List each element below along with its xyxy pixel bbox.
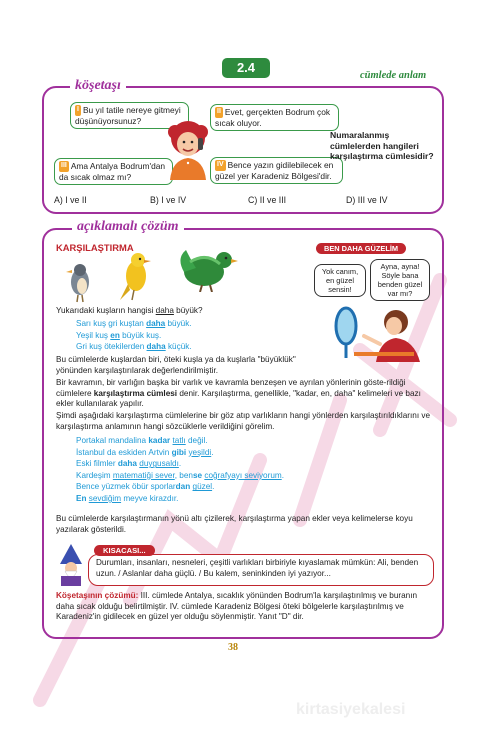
text-run: . bbox=[281, 470, 284, 480]
text-run: büyük? bbox=[173, 306, 203, 315]
summary-label: KISACASI... bbox=[94, 545, 155, 556]
text-run: daha bbox=[146, 319, 166, 328]
text-run: en bbox=[110, 330, 120, 340]
woman-phone-illustration bbox=[160, 118, 216, 180]
text-run: se bbox=[192, 470, 203, 480]
brand-watermark: kirtasiyekalesi bbox=[296, 701, 406, 718]
example-line bbox=[76, 330, 306, 342]
text-run: denir. Karşılaştırma, genellikle, "kadar, en, daha" kelimeleri ve bazı ekler kullanılarak yapılır. bbox=[56, 388, 421, 408]
text-run: Eski filmler bbox=[76, 459, 118, 469]
paragraph-2 bbox=[56, 378, 434, 410]
text-run: Yukarıdaki kuşların hangisi bbox=[56, 306, 156, 315]
text-run: büyük. bbox=[165, 319, 192, 328]
text-run: Kardeşim bbox=[76, 470, 113, 480]
bubble-text: Bu yıl tatile nereye gitmeyi düşünüyorsunuz? bbox=[75, 105, 181, 126]
text-run: küçük. bbox=[165, 342, 192, 352]
text-run: matematiği sever bbox=[112, 470, 175, 480]
text-run: Yeşil kuş bbox=[76, 330, 111, 340]
text-run: duygusaldı bbox=[139, 459, 179, 469]
bubble-text: Ama Antalya Bodrum'dan da sıcak olmaz mı? bbox=[59, 161, 166, 182]
wizard-icon bbox=[56, 544, 86, 586]
bubble-text: Evet, gerçekten Bodrum çok sıcak oluyor. bbox=[215, 107, 331, 128]
topic-label: cümlede anlam bbox=[360, 70, 427, 81]
example-line bbox=[76, 318, 306, 330]
mirror-queen-illustration bbox=[324, 300, 432, 362]
text-run: daha bbox=[117, 459, 137, 469]
text-run: . bbox=[211, 447, 214, 457]
text-run: . bbox=[178, 459, 182, 469]
paragraph-1: Bu cümlelerde kuşlardan biri, öteki kuşla ya da kuşlarla "büyüklük" yönünden karşılaştırılarak değerlendirilmiştir. bbox=[56, 355, 296, 375]
numeral-badge: III bbox=[59, 161, 69, 172]
ben-daha-guzelim-badge: BEN DAHA GÜZELİM bbox=[316, 243, 406, 254]
text-run: yeşildi bbox=[188, 447, 212, 457]
paragraph-4: Bu cümlelerde karşılaştırmanın yönü altı çizilerek, karşılaştırma yapan ekler veya kelimelerse koyu yazılarak gösterildi. bbox=[56, 514, 413, 534]
example-line bbox=[76, 458, 416, 470]
example-line bbox=[76, 447, 416, 459]
summary-text: Durumları, insanları, nesneleri, çeşitli varlıkları birbiriyle kıyaslamak mümkün: Ali, benden uzun. / Aslanlar daha güçlü. / Bu kalem, seninkinden iyi yazıyor... bbox=[96, 558, 419, 578]
text-run: coğrafyayı seviyorum bbox=[204, 470, 282, 480]
numeral-badge: IV bbox=[215, 160, 226, 171]
answer-label: Köşetaşının çözümü: bbox=[56, 591, 139, 600]
speech-bubble-4 bbox=[210, 157, 343, 184]
option-a[interactable]: A) I ve II bbox=[54, 195, 87, 205]
text-run: İstanbul da eskiden Artvin bbox=[76, 447, 172, 457]
speech-bubble-2 bbox=[210, 104, 339, 131]
numeral-badge: II bbox=[215, 107, 223, 118]
page-number: 38 bbox=[228, 642, 238, 653]
option-b[interactable]: B) I ve IV bbox=[150, 195, 187, 205]
text-run: daha bbox=[146, 342, 166, 352]
paragraph-3: Şimdi aşağıdaki karşılaştırma cümlelerine bir göz atıp varlıkların hangi yönlerden karşılaştırıldıklarını ve karşılaştırma anlamının hangi sözcüklerle verildiğini görelim. bbox=[56, 411, 431, 431]
question-line bbox=[56, 306, 203, 317]
example-line bbox=[76, 435, 416, 447]
text-run: tatlı bbox=[172, 436, 186, 445]
question-prompt: Numaralanmış cümlelerden hangileri karşılaştırma cümlesidir? bbox=[330, 130, 434, 162]
bird-examples bbox=[76, 318, 306, 353]
question-label: köşetaşı bbox=[70, 78, 126, 94]
speech-bubble-3 bbox=[54, 158, 173, 185]
text-run: Portakal mandalina bbox=[76, 436, 149, 445]
text-run: . bbox=[212, 482, 215, 492]
text-run: daha bbox=[155, 306, 174, 315]
text-run: Bir kavramın, bir varlığın başka bir varlık ve kavramla benzeşen ve ayrılan yönlerinin göste-rildiği cümlelere bbox=[56, 378, 406, 398]
mirror-speech-bubble: Yok canım, en güzel sensin! bbox=[314, 264, 366, 297]
section-number-tab: 2.4 bbox=[222, 58, 270, 78]
text-run: Sarı kuş gri kuştan bbox=[76, 319, 147, 328]
section-heading: KARŞILAŞTIRMA bbox=[56, 242, 134, 253]
example-line bbox=[76, 493, 416, 505]
example-line bbox=[76, 470, 416, 482]
text-run: kadar bbox=[148, 436, 171, 445]
answer-text: III. cümlede Antalya, sıcaklık yönünden Bodrum'la karşılaştırılmış ve buranın daha sıcak olduğu belirtilmiştir. IV. cümlede Karadeniz Bölgesi öteki bölgelerle karşılaştırılmış ve Karadeniz'in gidilecek en güzel yer olduğu söylenmiştir. Yanıt "D" dir. bbox=[56, 591, 418, 621]
text-run: En bbox=[76, 493, 87, 503]
text-run: , ben bbox=[174, 470, 193, 480]
gray-bird-icon bbox=[62, 262, 96, 304]
text-run: dan bbox=[175, 482, 191, 492]
text-run: güzel bbox=[192, 482, 213, 492]
text-run: Gri kuş ötekilerden bbox=[76, 342, 147, 352]
text-run: karşılaştırma cümlesi bbox=[93, 388, 178, 398]
option-c[interactable]: C) II ve III bbox=[248, 195, 287, 205]
numeral-badge: I bbox=[75, 105, 81, 116]
text-run: sevdiğim bbox=[88, 493, 122, 503]
example-line bbox=[76, 481, 416, 493]
example-line bbox=[76, 341, 306, 353]
answer-paragraph bbox=[56, 591, 434, 623]
text-run: büyük kuş. bbox=[119, 330, 162, 340]
text-run: Bence yüzmek öbür sporlar bbox=[76, 482, 176, 492]
text-run: gibi bbox=[171, 447, 187, 457]
bubble-text: Bence yazın gidilebilecek en güzel yer Karadeniz Bölgesi'dir. bbox=[215, 160, 334, 181]
solution-label: açıklamalı çözüm bbox=[72, 219, 184, 235]
queen-speech-bubble: Ayna, ayna! Söyle bana benden güzel var mı? bbox=[370, 259, 430, 301]
text-run: değil. bbox=[185, 436, 208, 445]
green-bird-icon bbox=[176, 242, 242, 292]
text-run: meyve kirazdır. bbox=[121, 493, 179, 503]
comparison-examples bbox=[76, 435, 416, 505]
option-d[interactable]: D) III ve IV bbox=[346, 195, 388, 205]
yellow-bird-icon bbox=[114, 250, 156, 304]
